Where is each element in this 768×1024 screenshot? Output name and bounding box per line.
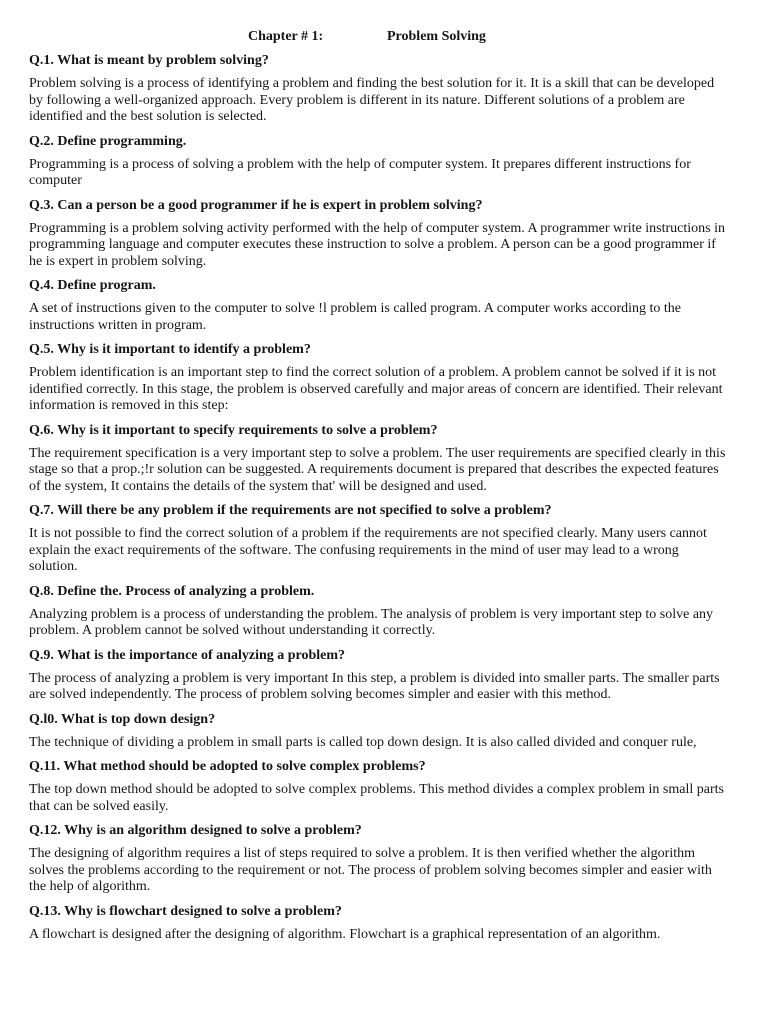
question: Q.12. Why is an algorithm designed to solve a problem?	[29, 823, 362, 838]
answer: It is not possible to find the correct solution of a problem if the requirements are not specified clearly. Many users cannot explain the exact requirements of the software. The confusing requirements in the mind of user may lead to a wrong solution.	[29, 526, 707, 574]
qa-list	[29, 52, 727, 950]
answer: Programming is a process of solving a problem with the help of computer system. It prepares different instructions for computer	[29, 156, 691, 188]
answer: The requirement specification is a very important step to solve a problem. The user requirements are specified clearly in this stage so that a prop.;!r solution can be suggested. A requirements document is prepared that describes the expected features of the system, It contains the details of the system that' will be designed and used.	[29, 445, 726, 494]
question: Q.2. Define programming.	[29, 133, 187, 149]
answer: Problem identification is an important step to find the correct solution of a problem. A problem cannot be solved if it is not identified correctly. In this stage, the problem is observed carefully and major areas of concern are identified. Their relevant information is removed in this step:	[29, 365, 723, 413]
qa-item-1	[29, 52, 727, 126]
answer: The process of analyzing a problem is very important In this step, a problem is divided into smaller parts. The smaller parts are solved independently. The process of problem solving becomes simpler and easier with this method.	[29, 670, 720, 702]
question: Q.1. What is meant by problem solving?	[29, 53, 269, 68]
qa-item-4	[29, 277, 727, 334]
chapter-number: Chapter # 1:	[248, 29, 324, 44]
question: Q.5. Why is it important to identify a problem?	[29, 342, 311, 357]
answer: Programming is a problem solving activity performed with the help of computer system. A programmer write instructions in programming language and computer executes these instruction to solve a problem. A person can be a good programmer if he is expert in problem solving.	[29, 220, 725, 269]
qa-item-10	[29, 711, 727, 752]
answer: A flowchart is designed after the designing of algorithm. Flowchart is a graphical representation of an algorithm.	[29, 926, 661, 942]
qa-item-13	[29, 903, 727, 944]
question: Q.13. Why is flowchart designed to solve a problem?	[29, 903, 342, 919]
question: Q.3. Can a person be a good programmer if he is expert in problem solving?	[29, 197, 483, 213]
qa-item-6	[29, 422, 727, 496]
answer: Problem solving is a process of identifying a problem and finding the best solution for it. It is a skill that can be developed by following a well-organized approach. Every problem is different in its nature. Different solutions of a problem are identified and the best solution is selected.	[29, 76, 715, 124]
question: Q.11. What method should be adopted to solve complex problems?	[29, 759, 426, 774]
qa-item-3	[29, 197, 727, 271]
question: Q.6. Why is it important to specify requirements to solve a problem?	[29, 422, 438, 438]
answer: A set of instructions given to the computer to solve !l problem is called program. A computer works according to the instructions written in program.	[29, 301, 682, 333]
answer: The technique of dividing a problem in small parts is called top down design. It is also called divided and conquer rule,	[29, 734, 697, 750]
answer: The designing of algorithm requires a list of steps required to solve a problem. It is then verified whether the algorithm solves the problems according to the requirement or not. The process of problem solving becomes simpler and easier with the help of algorithm.	[29, 846, 712, 894]
answer: Analyzing problem is a process of understanding the problem. The analysis of problem is very important step to solve any problem. A problem cannot be solved without understanding it correctly.	[29, 606, 714, 638]
qa-item-12	[29, 822, 727, 896]
qa-item-5	[29, 341, 727, 415]
qa-item-2	[29, 133, 727, 190]
chapter-topic: Problem Solving	[387, 29, 486, 44]
qa-item-8	[29, 583, 727, 640]
qa-item-9	[29, 647, 727, 704]
question: Q.4. Define program.	[29, 278, 156, 293]
question: Q.8. Define the. Process of analyzing a problem.	[29, 583, 315, 599]
answer: The top down method should be adopted to solve complex problems. This method divides a complex problem in small parts that can be solved easily.	[29, 782, 724, 814]
page-title	[248, 29, 486, 45]
question: Q.9. What is the importance of analyzing a problem?	[29, 647, 346, 663]
question: Q.l0. What is top down design?	[29, 711, 216, 727]
question: Q.7. Will there be any problem if the requirements are not specified to solve a problem?	[29, 503, 552, 518]
qa-item-7	[29, 502, 727, 576]
qa-item-11	[29, 758, 727, 815]
